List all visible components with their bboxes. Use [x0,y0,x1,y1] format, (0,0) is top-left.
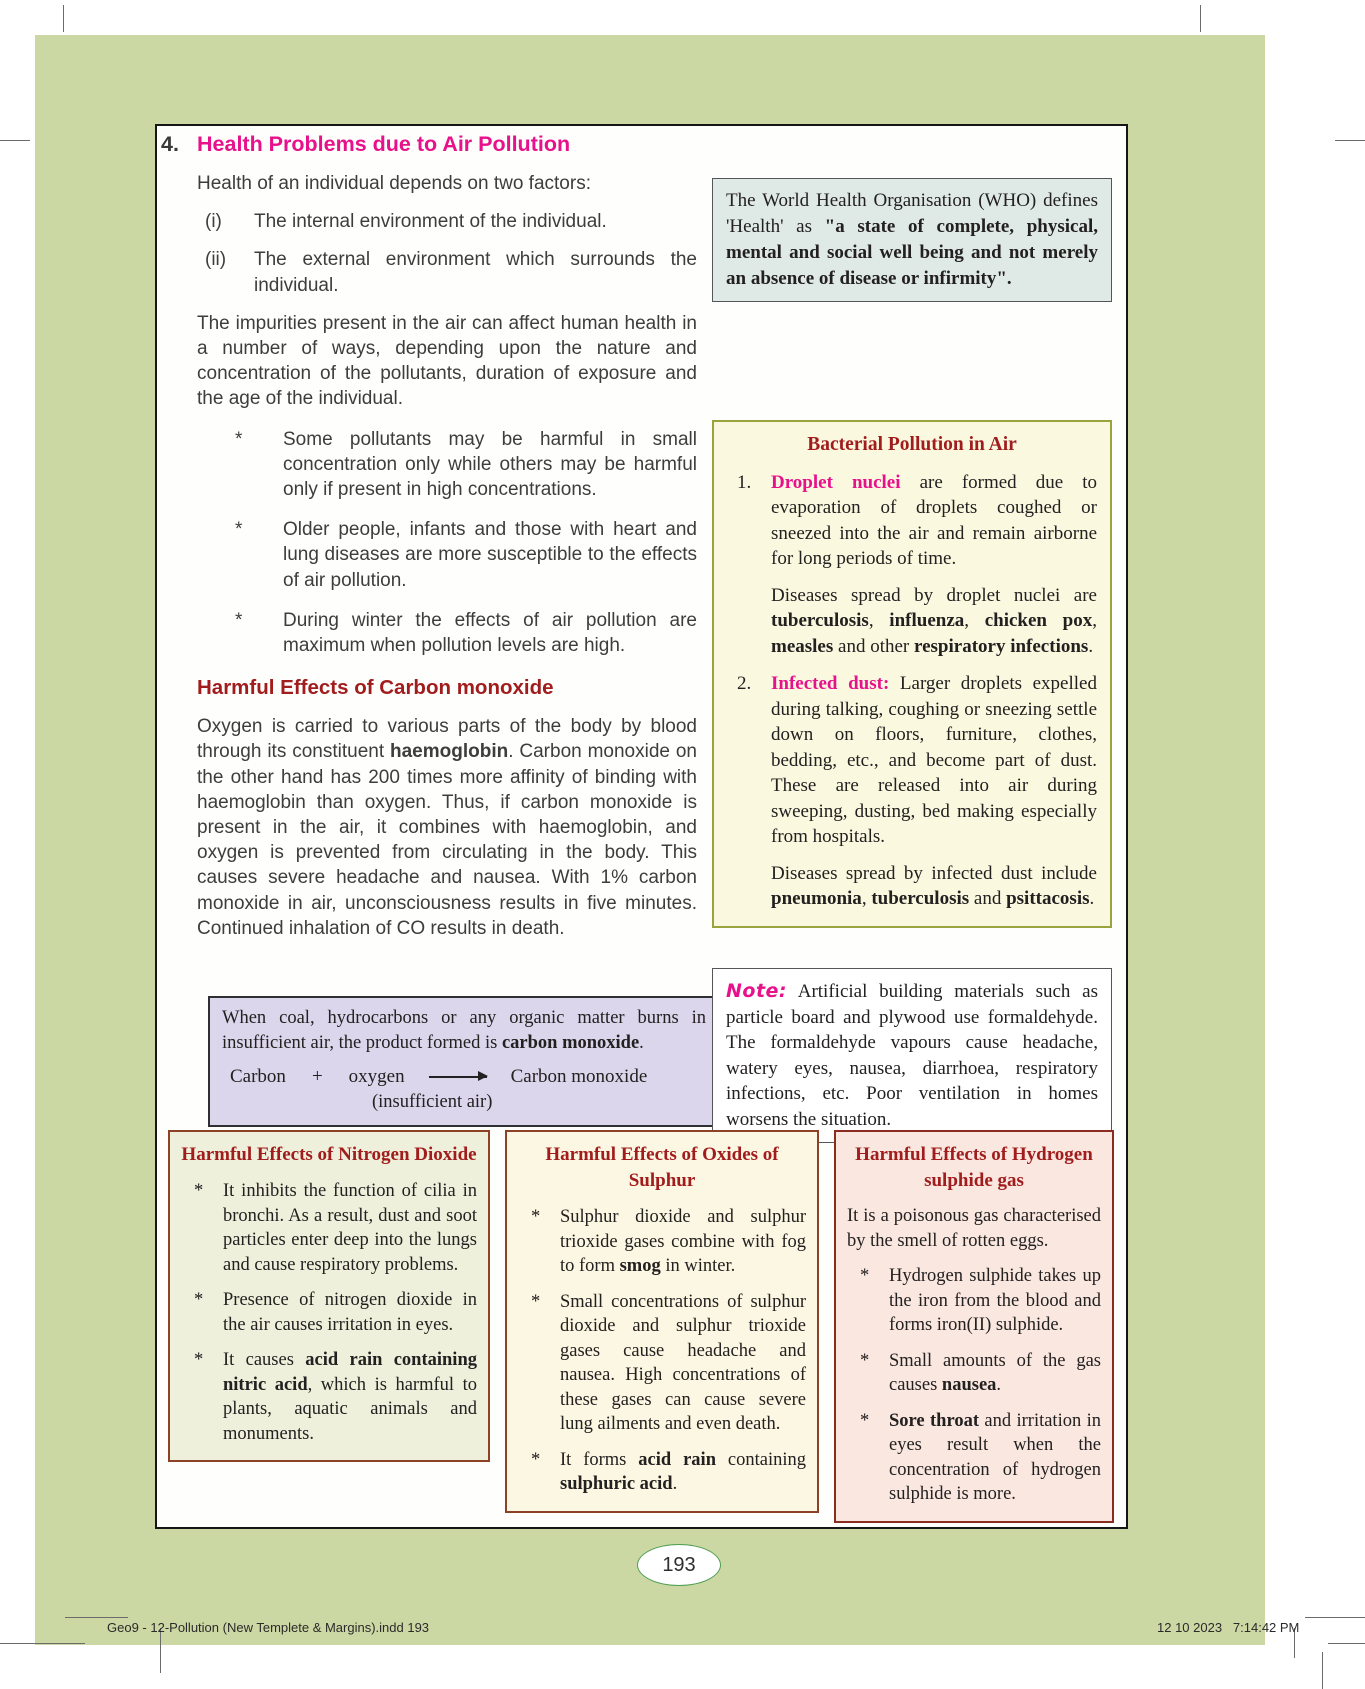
bullet-text: Hydrogen sulphide takes up the iron from the blood and forms iron(II) sulphide. [889,1266,1101,1335]
who-text: The World Health Organisation (WHO) defines 'Health' as "a state of complete, physical, mental and social well being and not merely an absence of disease or infirmity". [726,190,1098,289]
asterisk-marker: * [860,1350,870,1371]
crop-mark [1322,1652,1323,1689]
bullet-text: It forms acid rain containing sulphuric acid. [560,1449,807,1494]
asterisk-marker: * [860,1266,870,1286]
item-paragraph: Diseases spread by droplet nuclei are tuberculosis, influenza, chicken pox, measles and other respiratory infections. [771,584,1097,657]
bullet-item [197,427,697,503]
list-marker: 2. [737,673,752,694]
factor-text: The external environment which surrounds the individual. [254,249,697,296]
list-marker: 1. [737,471,752,493]
item-paragraph: Diseases spread by infected dust include pneumonia, tuberculosis and psittacosis. [771,862,1097,909]
who-definition-box [712,178,1112,302]
factor-item [197,209,697,234]
bullet-item [847,1409,1101,1507]
list-marker: (i) [205,211,222,233]
carbon-monoxide-box [208,996,720,1127]
crop-mark [1335,140,1365,141]
page-number: 193 [662,1553,696,1576]
formula-reactant2: oxygen [348,1066,405,1087]
asterisk-marker: * [531,1207,541,1227]
formula-condition: (insufficient air) [372,1092,493,1112]
bullet-text: Small amounts of the gas causes nausea. [889,1350,1101,1395]
body-paragraph: The impurities present in the air can affect human health in a number of ways, depending upon the nature and concentration of the pollutants, duration of exposure and the age of the individual. [197,312,697,410]
body-paragraph: Oxygen is carried to various parts of the body by blood through its constituent haemoglobin. Carbon monoxide on the other hand has 200 times more affinity of binding with haemoglobin than oxygen. Thus, if carbon monoxide is present in the air, it combines with haemoglobin, and oxygen is prevented from circulating in the body. This causes severe headache and nausea. With 1% carbon monoxide in air, unconsciousness results in five minutes. Continued inhalation of CO results in death. [197,716,698,939]
crop-mark [1305,1617,1365,1618]
bullet-text: Presence of nitrogen dioxide in the air causes irritation in eyes. [223,1290,477,1335]
note-text: Note: Artificial building materials such as particle board and plywood use formaldehyde. The formaldehyde vapours cause headache, watery eyes, nausea, diarrhoea, respiratory infections, etc. Poor ventilation in homes worsens the situation. [726,980,1098,1130]
bullet-item [197,608,697,658]
bullet-item [197,517,697,593]
intro-paragraph: Health of an individual depends on two factors: [197,173,591,194]
bullet-item [518,1448,806,1497]
bullet-text: Some pollutants may be harmful in small concentration only while others may be harmful only if present in high concentrations. [283,428,697,501]
nitrogen-dioxide-box [168,1130,490,1462]
section-title: Health Problems due to Air Pollution [197,132,571,156]
crop-mark [65,1617,128,1618]
footer-timestamp: 12 10 2023 7:14:42 PM [1157,1620,1300,1635]
asterisk-marker: * [194,1181,204,1201]
footer-filename: Geo9 - 12-Pollution (New Templete & Margins).indd 193 [107,1620,430,1635]
item-text: Infected dust: Larger droplets expelled during talking, coughing or sneezing settle down on floors, furniture, clothes, bedding, etc., and become part of dust. These are released into air during sweeping, dusting, bed making especially from hospitals. [771,673,1097,847]
crop-mark [1328,1643,1365,1644]
plus-sign: + [311,1066,323,1087]
bacterial-pollution-box [712,420,1112,928]
subsection-heading: Harmful Effects of Carbon monoxide [197,676,554,700]
factor-item [197,247,697,297]
box-title: Harmful Effects of Oxides of Sulphur [545,1144,779,1191]
bullet-text: Sulphur dioxide and sulphur trioxide gases combine with fog to form smog in winter. [560,1207,806,1276]
asterisk-marker: * [194,1290,204,1310]
section-heading [161,130,697,158]
oxides-of-sulphur-box [505,1130,819,1513]
formula-product: Carbon monoxide [510,1066,648,1087]
crop-mark [1200,5,1201,32]
crop-mark [0,140,30,141]
list-marker: (ii) [205,249,227,271]
bullet-item [518,1290,806,1437]
co-box-text: When coal, hydrocarbons or any organic matter burns in insufficient air, the product formed is carbon monoxide. [222,1008,706,1053]
box-title: Harmful Effects of Nitrogen Dioxide [181,1144,477,1165]
asterisk-marker: * [531,1449,541,1470]
bullet-item [181,1288,477,1337]
asterisk-marker: * [194,1350,204,1370]
asterisk-marker: * [235,428,243,450]
bullet-text: Older people, infants and those with heart and lung diseases are more susceptible to the effects of air pollution. [283,519,697,591]
box-title: Harmful Effects of Hydrogen sulphide gas [855,1144,1093,1191]
hydrogen-sulphide-box [834,1130,1114,1523]
asterisk-marker: * [531,1291,541,1312]
right-arrow-icon [429,1076,487,1078]
numbered-item [727,671,1097,850]
bullet-item [518,1205,806,1279]
reaction-formula [222,1064,706,1089]
asterisk-marker: * [235,609,243,631]
bullet-item [181,1348,477,1446]
crop-mark [0,1643,85,1644]
crop-mark [63,5,64,32]
note-box [712,968,1112,1143]
asterisk-marker: * [860,1410,870,1431]
bullet-text: It causes acid rain containing nitric acid, which is harmful to plants, aquatic animals and monuments. [223,1350,477,1444]
section-number: 4. [161,132,179,156]
main-column [161,130,698,941]
page-number-badge [637,1544,721,1586]
asterisk-marker: * [235,519,243,541]
bullet-item [181,1179,477,1277]
numbered-item [727,470,1097,572]
item-text: Droplet nuclei are formed due to evaporation of droplets coughed or sneezed into the air and remain airborne for long periods of time. [771,471,1097,569]
bullet-item [847,1349,1101,1398]
box-title: Bacterial Pollution in Air [807,434,1017,455]
bullet-text: During winter the effects of air pollution are maximum when pollution levels are high. [283,609,697,657]
factor-text: The internal environment of the individual. [254,211,607,233]
bullet-text: It inhibits the function of cilia in bronchi. As a result, dust and soot particles enter deep into the lungs and cause respiratory problems. [223,1181,477,1275]
box-intro: It is a poisonous gas characterised by the smell of rotten eggs. [847,1206,1101,1251]
bullet-text: Small concentrations of sulphur dioxide and sulphur trioxide gases cause headache and nausea. High concentrations of these gases can cause severe lung ailments and even death. [560,1291,806,1434]
bullet-text: Sore throat and irritation in eyes result when the concentration of hydrogen sulphide is more. [889,1410,1101,1504]
bullet-item [847,1264,1101,1338]
formula-reactant1: Carbon [230,1066,286,1087]
